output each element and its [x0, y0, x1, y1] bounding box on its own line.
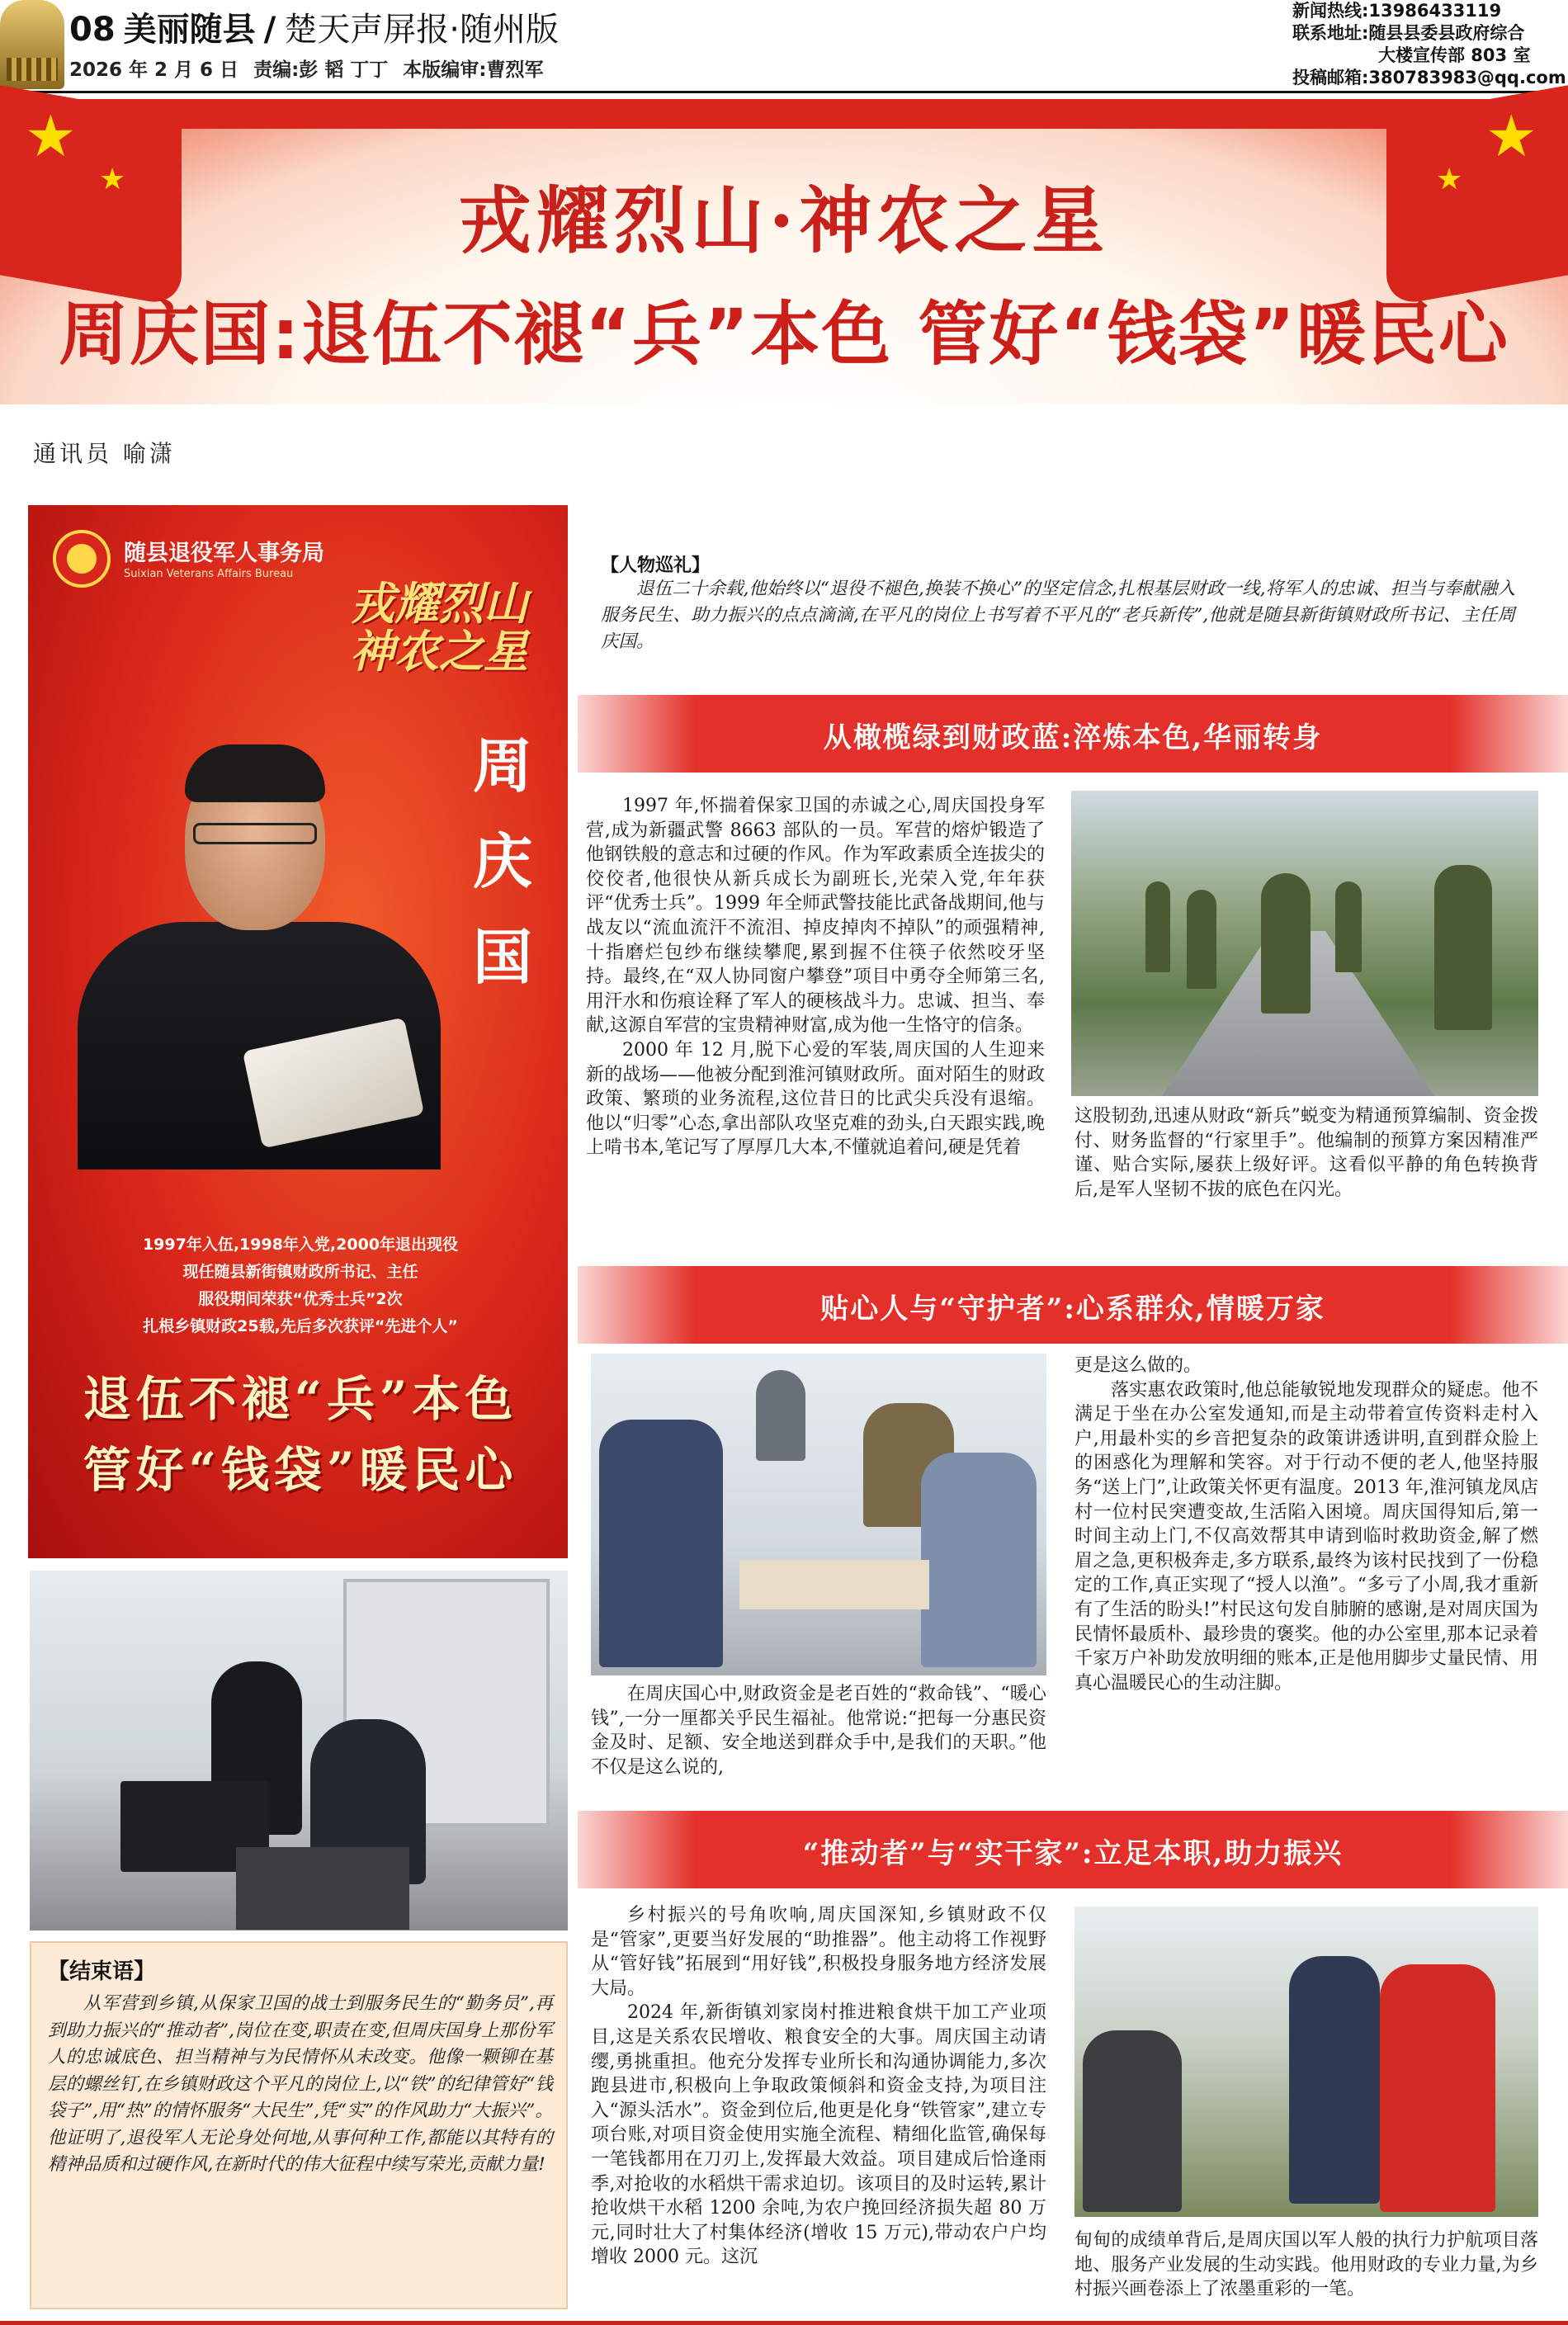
- section2-column-left: [591, 1682, 1046, 1779]
- profile-poster: [28, 505, 568, 1558]
- office-photo: [30, 1571, 568, 1930]
- section3-column-right: [1074, 2228, 1538, 2302]
- conclusion-label: 【结束语】: [48, 1959, 156, 1984]
- conclusion-text: 从军营到乡镇,从保家卫国的战士到服务民生的“勤务员”,再到助力振兴的“推动者”,岗位在变,职责在变,但周庆国身上那份军人的忠诚底色、担当精神与为民情怀从未改变。他像一颗铆在基层的螺丝钉,在乡镇财政这个平凡的岗位上,以“铁”的纪律管好“钱袋子”,用“热”的情怀服务“大民生”,凭“实”的作风助力“大振兴”。他证明了,退役军人无论身处何地,从事何种工作,都能以其特有的精神品质和过硬作风,在新时代的伟大征程中续写荣光,贡献力量!: [48, 1993, 553, 2175]
- star-icon: ★: [1436, 163, 1463, 196]
- issue-date: 2026 年 2 月 6 日: [69, 59, 239, 81]
- info-line: 服役期间荣获“优秀士兵”2次: [198, 1290, 403, 1308]
- page-bottom-rule: [0, 2321, 1568, 2325]
- series-title: 戎耀烈山·神农之星: [458, 177, 1110, 263]
- bureau-name-english: Suixian Veterans Affairs Bureau: [124, 568, 294, 580]
- masthead-meta: [69, 54, 558, 82]
- section2-column-right: [1074, 1354, 1538, 1695]
- national-emblem-icon: [53, 530, 111, 588]
- poster-profile-info: [53, 1231, 548, 1340]
- contact-address-line2: 大楼宣传部 803 室: [1378, 45, 1531, 65]
- slogan-line1: 退伍不褪“兵”本色: [83, 1371, 518, 1427]
- paragraph: 这股韧劲,迅速从财政“新兵”蜕变为精通预算编制、资金拨付、财务监督的“行家里手”。他编制的预算方案因精准严谨、贴合实际,屡获上级好评。这看似平静的角色转换背后,是军人坚韧不拔的底色在闪光。: [1074, 1106, 1538, 1200]
- section-name: 美丽随县: [123, 11, 256, 49]
- bell-logo-icon: [0, 0, 64, 89]
- paragraph: 落实惠农政策时,他总能敏锐地发现群众的疑虑。他不满足于坐在办公室发通知,而是主动带着宣传资料走村入户,用最朴实的乡音把复杂的政策讲透讲明,直到群众脸上的困惑化为理解和笑容。对于行动不便的老人,他坚持服务“送上门”,让政策关怀更有温度。2013 年,淮河镇龙凤店村一位村民突遭变故,生活陷入困境。周庆国得知后,第一时间主动上门,不仅高效帮其申请到临时救助资金,解了燃眉之急,更积极奔走,多方联系,最终为该村民找到了一份稳定的工作,真正实现了“授人以渔”。“多亏了小周,我才重新有了生活的盼头!”村民这句发自肺腑的感谢,是对周庆国为民情怀最质朴、最珍贵的褒奖。他的办公室里,那本记录着千家万户补助发放明细的账本,正是他用脚步丈量民情、用真心温暖民心的生动注脚。: [1074, 1379, 1538, 1694]
- masthead-title: [69, 3, 559, 50]
- name-char: 周: [472, 730, 532, 801]
- paragraph: 1997 年,怀揣着保家卫国的赤诚之心,周庆国投身军营,成为新疆武警 8663 部队的一员。军营的熔炉锻造了他钢铁般的意志和过硬的作风。作为军政素质全连拔尖的佼佼者,他很快从新兵成长为副班长,光荣入党,年年获评“优秀士兵”。1999 年全师武警技能比武备战期间,他与战友以“流血流汗不流泪、掉皮掉肉不掉队”的顽强精神,十指磨烂包纱布继续攀爬,累到握不住筷子依然咬牙坚持。最终,在“双人协同窗户攀登”项目中勇夺全师第三名,用汗水和伤痕诠释了军人的硬核战斗力。忠诚、担当、奉献,这源自军营的宝贵精神财富,成为他一生恪守的信条。: [586, 796, 1045, 1037]
- intro-text: 退伍二十余载,他始终以“退役不褪色,换装不换心”的坚定信念,扎根基层财政一线,将军人的忠诚、担当与奉献融入服务民生、助力振兴的点点滴滴,在平凡的岗位上书写着不平凡的“老兵新传”,他就是随县新街镇财政所书记、主任周庆国。: [601, 579, 1515, 652]
- section-title-2: 贴心人与“守护者”:心系群众,情暖万家: [820, 1292, 1325, 1326]
- masthead-rule: [0, 91, 1568, 93]
- name-char: 庆: [472, 826, 532, 896]
- paragraph: 甸甸的成绩单背后,是周庆国以军人般的执行力护航项目落地、服务产业发展的生动实践。他用财政的专业力量,为乡村振兴画卷添上了浓墨重彩的一笔。: [1074, 2230, 1538, 2300]
- byline: 通讯员 喻潇: [33, 440, 176, 467]
- bureau-name: 随县退役军人事务局: [124, 541, 324, 566]
- conclusion-box: [30, 1941, 568, 2309]
- info-line: 现任随县新街镇财政所书记、主任: [182, 1263, 418, 1281]
- star-icon: ★: [99, 163, 126, 196]
- paragraph: 更是这么做的。: [1074, 1355, 1202, 1376]
- submission-email: 投稿邮箱:380783983@qq.com: [1292, 68, 1566, 87]
- contact-block: [1292, 0, 1566, 89]
- info-line: 1997年入伍,1998年入党,2000年退出现役: [142, 1236, 459, 1254]
- star-icon: ★: [1485, 102, 1537, 170]
- section-title-1: 从橄榄绿到财政蓝:淬炼本色,华丽转身: [823, 721, 1323, 754]
- series-logo-line2: 神农之星: [350, 625, 528, 678]
- paragraph: 在周庆国心中,财政资金是老百姓的“救命钱”、“暖心钱”,一分一厘都关乎民生福祉。他常说:“把每一分惠民资金及时、足额、安全地送到群众手中,是我们的天职。”他不仅是这么说的,: [591, 1684, 1046, 1778]
- section-title-3: “推动者”与“实干家”:立足本职,助力振兴: [802, 1837, 1344, 1870]
- paragraph: 2000 年 12 月,脱下心爱的军装,周庆国的人生迎来新的战场——他被分配到淮河镇财政所。面对陌生的财政政策、繁琐的业务流程,这位昔日的比武尖兵没有退缩。他以“归零”心态,拿出部队攻坚克难的劲头,白天跟实践,晚上啃书本,笔记写了厚厚几大本,不懂就追着问,硬是凭着: [586, 1039, 1045, 1159]
- person-name-vertical: [465, 718, 540, 1005]
- section3-column-left: [591, 1903, 1046, 2270]
- section1-column-right: [1074, 1104, 1538, 1202]
- page-number: 08: [69, 11, 116, 49]
- paper-name: 楚天声屏报·随州版: [284, 11, 559, 49]
- paragraph: 乡村振兴的号角吹响,周庆国深知,乡镇财政不仅是“管家”,更要当好发展的“助推器”。他主动将工作视野从“管好钱”拓展到“用好钱”,积极投身服务地方经济发展大局。: [591, 1905, 1046, 1999]
- paragraph: 2024 年,新街镇刘家岗村推进粮食烘干加工产业项目,这是关系农民增收、粮食安全的大事。周庆国主动请缨,勇挑重担。他充分发挥专业所长和沟通协调能力,多次跑县进市,积极向上争取政策倾斜和资金支持,为项目注入“源头活水”。资金到位后,他更是化身“铁管家”,建立专项台账,对项目资金使用实施全流程、精细化监管,确保每一笔钱都用在刀刃上,发挥最大效益。项目建成后恰逢雨季,对抢收的水稻烘干需求迫切。该项目的及时运转,累计抢收烘干水稻 1200 余吨,为农户挽回经济损失超 80 万元,同时壮大了村集体经济(增收 15 万元),带动农户户均增收 2000 元。这沉: [591, 2002, 1046, 2268]
- reviewer: 本版编审:曹烈军: [403, 59, 544, 81]
- series-logo-line1: 戎耀烈山: [350, 577, 528, 630]
- info-line: 扎根乡镇财政25载,先后多次获评“先进个人”: [143, 1317, 458, 1335]
- portrait-photo: [61, 687, 408, 1149]
- series-logo: [350, 579, 548, 695]
- contact-address: 联系地址:随县县委县政府综合: [1292, 23, 1525, 43]
- star-icon: ★: [25, 102, 77, 170]
- section1-column-left: [586, 794, 1045, 1160]
- poster-slogan: [45, 1363, 556, 1505]
- soldiers-photo: [1071, 791, 1538, 1096]
- name-char: 国: [472, 922, 532, 992]
- banner-red-stripe: [0, 99, 1568, 129]
- home-visit-photo: [591, 1354, 1046, 1675]
- slogan-line2: 管好“钱袋”暖民心: [83, 1442, 518, 1498]
- masthead-slash: /: [263, 11, 276, 49]
- intro-label: 【人物巡礼】: [601, 555, 711, 576]
- editors: 责编:彭 韬 丁丁: [253, 59, 389, 81]
- news-hotline: 新闻热线:13986433119: [1292, 1, 1502, 21]
- main-headline: 周庆国:退伍不褪“兵”本色 管好“钱袋”暖民心: [59, 294, 1509, 375]
- field-visit-photo: [1074, 1907, 1538, 2217]
